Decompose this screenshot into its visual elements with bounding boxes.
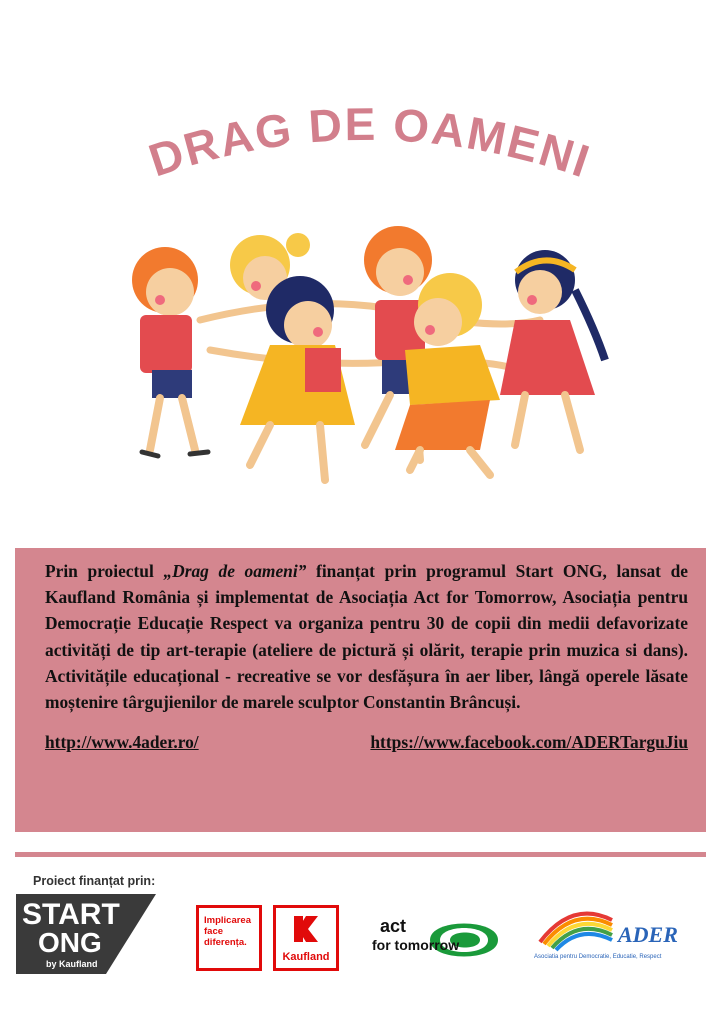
funded-label: Proiect finanțat prin: bbox=[33, 874, 156, 888]
poster-title bbox=[0, 70, 724, 190]
description-panel bbox=[15, 548, 706, 832]
divider bbox=[15, 852, 706, 857]
kaufland-text: Kaufland bbox=[282, 951, 330, 963]
svg-text:for tomorrow: for tomorrow bbox=[372, 937, 460, 953]
svg-text:ADER: ADER bbox=[618, 922, 678, 947]
svg-text:DRAG DE OAMENI bbox=[142, 98, 597, 188]
kaufland-logo bbox=[273, 905, 339, 971]
project-name: „Drag de oameni” bbox=[163, 561, 307, 581]
act-for-tomorrow-logo bbox=[370, 910, 500, 970]
website-link[interactable]: http://www.4ader.ro/ bbox=[45, 732, 199, 753]
poster-title-text: DRAG DE OAMENI bbox=[142, 97, 598, 188]
project-description: Prin proiectul „Drag de oameni” finanțat prin programul Start ONG, lansat de Kaufland România și implementat de Asociația Act for Tomorrow, Asociația pentru Democrație Educație Respect va organiza pentru 30 de copii din medii defavorizate activități de tip art-terapie (ateliere de pictură și olărit, terapie prin muzica si dans). Activitățile educațional - recreative se vor desfășura în aer liber, lângă operele lăsate moștenire târgujienilor de marele sculptor Constantin Brâncuși. bbox=[45, 561, 688, 713]
links-row bbox=[45, 732, 688, 753]
child-6 bbox=[500, 250, 605, 450]
ader-logo bbox=[532, 900, 692, 960]
svg-text:act: act bbox=[380, 916, 407, 936]
facebook-link[interactable]: https://www.facebook.com/ADERTarguJiu bbox=[370, 732, 688, 753]
implicarea-logo: Implicarea face diferența. bbox=[196, 905, 262, 971]
start-ong-logo bbox=[16, 894, 156, 974]
svg-text:by Kaufland: by Kaufland bbox=[46, 959, 98, 969]
svg-text:Asociatia pentru Democratie, E: Asociatia pentru Democratie, Educatie, Respect bbox=[534, 954, 662, 960]
child-1 bbox=[132, 247, 208, 456]
svg-text:ONG: ONG bbox=[38, 927, 102, 958]
svg-text:START: START bbox=[22, 898, 120, 931]
children-dancing-illustration bbox=[120, 220, 610, 500]
